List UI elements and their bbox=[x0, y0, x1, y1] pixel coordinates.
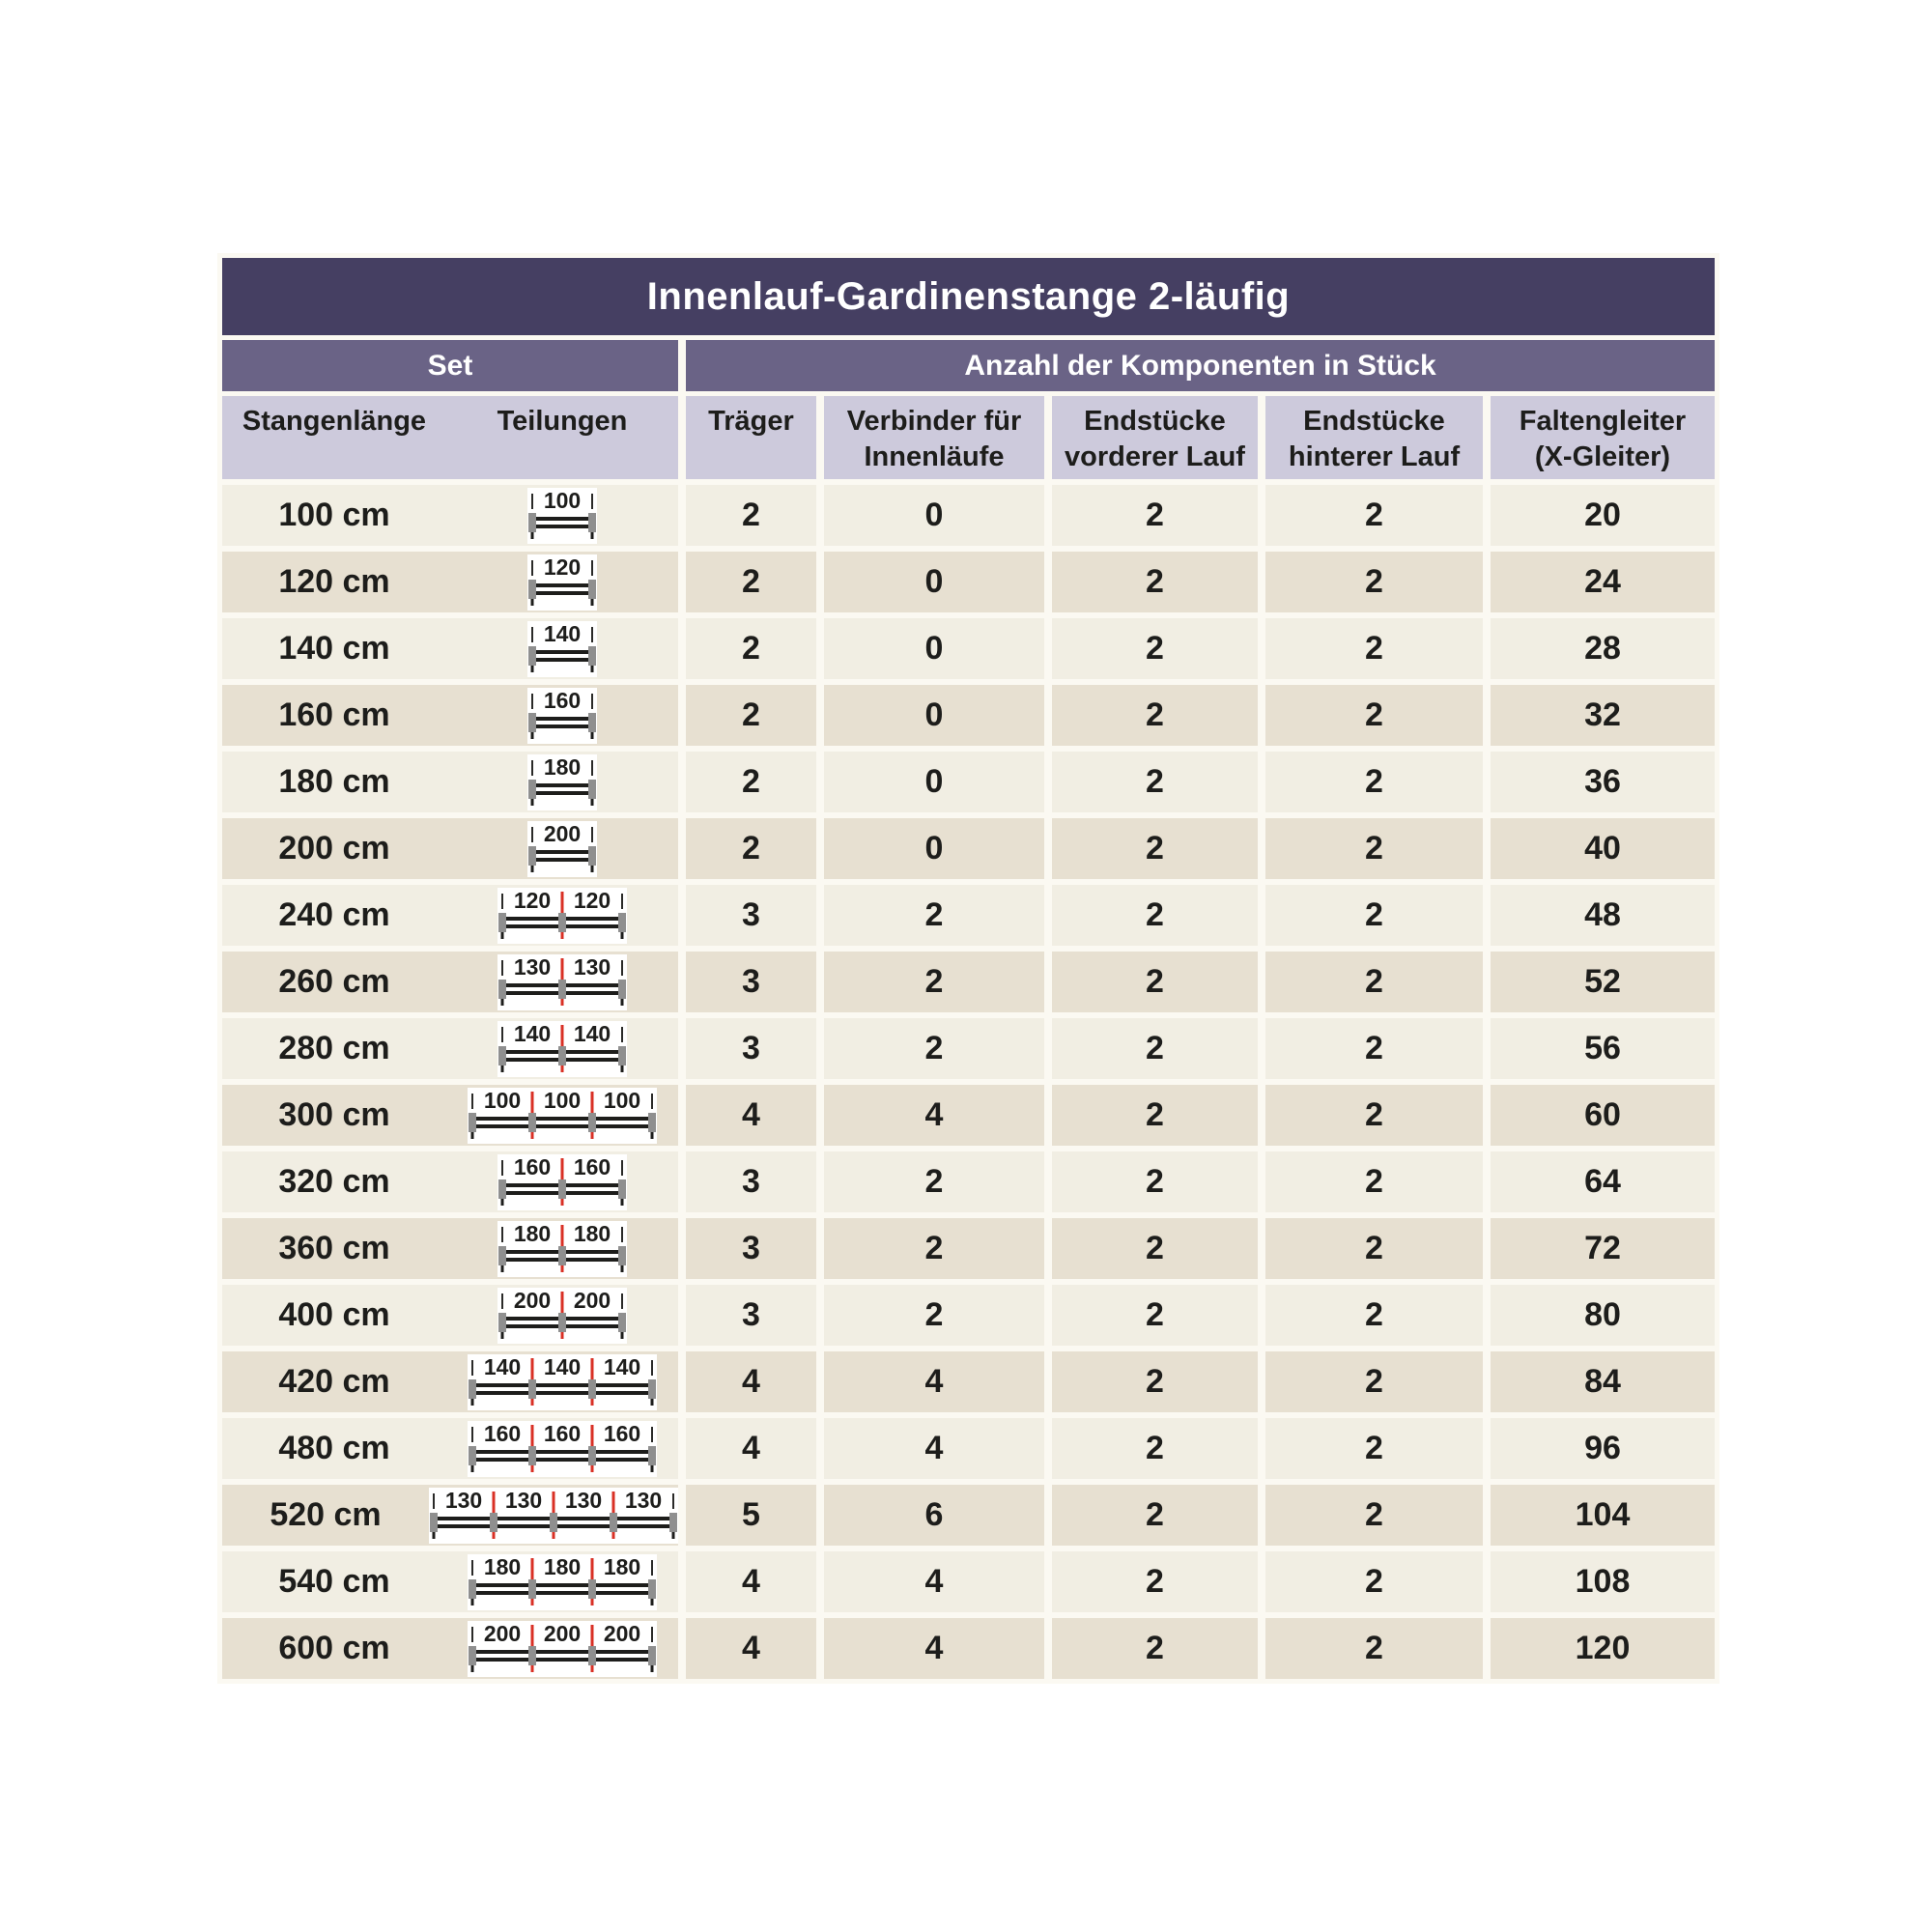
endstuecke-vorderer-value: 2 bbox=[1052, 1085, 1258, 1146]
endstuecke-vorderer-value: 2 bbox=[1052, 818, 1258, 879]
rod-segments-icon bbox=[468, 1088, 657, 1144]
faltengleiter-value: 36 bbox=[1491, 752, 1715, 812]
faltengleiter-value: 84 bbox=[1491, 1351, 1715, 1412]
traeger-value: 4 bbox=[686, 1351, 816, 1412]
svg-text:200: 200 bbox=[603, 1620, 641, 1646]
svg-text:140: 140 bbox=[543, 1353, 582, 1379]
traeger-value: 2 bbox=[686, 552, 816, 612]
rod-segments-icon bbox=[429, 1488, 678, 1544]
column-header-line1: Endstücke bbox=[1303, 406, 1445, 437]
verbinder-value: 4 bbox=[824, 1618, 1044, 1679]
table-body bbox=[222, 485, 1715, 1679]
svg-text:200: 200 bbox=[483, 1620, 522, 1646]
rod-segments-icon bbox=[468, 1621, 657, 1677]
traeger-value: 4 bbox=[686, 1618, 816, 1679]
endstuecke-hinterer-value: 2 bbox=[1265, 885, 1483, 946]
rod-segments-icon bbox=[527, 821, 597, 877]
endstuecke-hinterer-value: 2 bbox=[1265, 818, 1483, 879]
endstuecke-hinterer-value: 2 bbox=[1265, 1618, 1483, 1679]
svg-text:130: 130 bbox=[513, 953, 552, 980]
endstuecke-vorderer-value: 2 bbox=[1052, 752, 1258, 812]
verbinder-value: 2 bbox=[824, 1285, 1044, 1346]
table-row bbox=[222, 1551, 1715, 1612]
faltengleiter-value: 32 bbox=[1491, 685, 1715, 746]
table-row bbox=[222, 1618, 1715, 1679]
table-row bbox=[222, 618, 1715, 679]
column-header-line2: hinterer Lauf bbox=[1288, 441, 1461, 472]
teilungen-diagram bbox=[446, 488, 678, 544]
faltengleiter-value: 48 bbox=[1491, 885, 1715, 946]
stangenlaenge-value: 160 cm bbox=[278, 696, 390, 733]
traeger-value: 3 bbox=[686, 885, 816, 946]
verbinder-value: 2 bbox=[824, 1018, 1044, 1079]
faltengleiter-value: 20 bbox=[1491, 485, 1715, 546]
set-cell bbox=[222, 1018, 678, 1079]
set-cell bbox=[222, 1551, 678, 1612]
column-header-line2: Innenläufe bbox=[864, 441, 1005, 472]
endstuecke-hinterer-value: 2 bbox=[1265, 618, 1483, 679]
endstuecke-hinterer-value: 2 bbox=[1265, 1085, 1483, 1146]
table-title-bar bbox=[222, 258, 1715, 335]
svg-text:100: 100 bbox=[543, 1087, 582, 1113]
faltengleiter-value: 120 bbox=[1491, 1618, 1715, 1679]
table-row bbox=[222, 685, 1715, 746]
teilungen-diagram bbox=[446, 1421, 678, 1477]
svg-text:130: 130 bbox=[573, 953, 611, 980]
table-row bbox=[222, 552, 1715, 612]
endstuecke-vorderer-value: 2 bbox=[1052, 1351, 1258, 1412]
endstuecke-hinterer-value: 2 bbox=[1265, 1351, 1483, 1412]
verbinder-value: 0 bbox=[824, 818, 1044, 879]
set-cell bbox=[222, 885, 678, 946]
traeger-value: 4 bbox=[686, 1418, 816, 1479]
svg-text:130: 130 bbox=[504, 1487, 543, 1513]
verbinder-value: 0 bbox=[824, 485, 1044, 546]
svg-text:100: 100 bbox=[603, 1087, 641, 1113]
svg-text:140: 140 bbox=[603, 1353, 641, 1379]
traeger-value: 3 bbox=[686, 1018, 816, 1079]
teilungen-diagram bbox=[446, 1154, 678, 1210]
svg-text:130: 130 bbox=[564, 1487, 603, 1513]
column-header-traeger bbox=[686, 396, 816, 479]
traeger-value: 3 bbox=[686, 1151, 816, 1212]
teilungen-diagram bbox=[446, 888, 678, 944]
stangenlaenge-value: 320 cm bbox=[278, 1163, 390, 1200]
endstuecke-vorderer-value: 2 bbox=[1052, 1551, 1258, 1612]
verbinder-value: 0 bbox=[824, 552, 1044, 612]
svg-text:180: 180 bbox=[543, 1553, 582, 1579]
rod-segments-icon bbox=[497, 1288, 627, 1344]
faltengleiter-value: 72 bbox=[1491, 1218, 1715, 1279]
svg-text:160: 160 bbox=[603, 1420, 641, 1446]
table-row bbox=[222, 1418, 1715, 1479]
column-header-endstuecke-vorderer bbox=[1052, 396, 1258, 479]
product-table-panel bbox=[217, 253, 1719, 1684]
traeger-value: 5 bbox=[686, 1485, 816, 1546]
verbinder-value: 2 bbox=[824, 1218, 1044, 1279]
set-cell bbox=[222, 1418, 678, 1479]
faltengleiter-value: 24 bbox=[1491, 552, 1715, 612]
faltengleiter-value: 108 bbox=[1491, 1551, 1715, 1612]
stangenlaenge-value: 520 cm bbox=[270, 1496, 382, 1533]
verbinder-value: 2 bbox=[824, 952, 1044, 1012]
teilungen-diagram bbox=[446, 754, 678, 810]
rod-segments-icon bbox=[497, 1221, 627, 1277]
teilungen-diagram bbox=[446, 1354, 678, 1410]
column-header-line2: vorderer Lauf bbox=[1065, 441, 1245, 472]
set-cell bbox=[222, 618, 678, 679]
set-cell bbox=[222, 485, 678, 546]
rod-segments-icon bbox=[497, 888, 627, 944]
column-header-set-cell bbox=[222, 396, 678, 479]
stangenlaenge-value: 240 cm bbox=[278, 896, 390, 933]
table-row bbox=[222, 1085, 1715, 1146]
svg-text:130: 130 bbox=[444, 1487, 483, 1513]
group-header-row bbox=[222, 340, 1715, 391]
stangenlaenge-value: 540 cm bbox=[278, 1563, 390, 1600]
endstuecke-hinterer-value: 2 bbox=[1265, 1018, 1483, 1079]
stangenlaenge-value: 180 cm bbox=[278, 763, 390, 800]
rod-segments-icon bbox=[468, 1554, 657, 1610]
verbinder-value: 2 bbox=[824, 1151, 1044, 1212]
column-header-line1: Verbinder für bbox=[846, 406, 1022, 437]
set-cell bbox=[222, 1218, 678, 1279]
svg-text:130: 130 bbox=[624, 1487, 663, 1513]
teilungen-diagram bbox=[446, 1621, 678, 1677]
stangenlaenge-value: 480 cm bbox=[278, 1430, 390, 1466]
teilungen-diagram bbox=[446, 688, 678, 744]
endstuecke-hinterer-value: 2 bbox=[1265, 685, 1483, 746]
rod-segments-icon bbox=[468, 1421, 657, 1477]
svg-text:180: 180 bbox=[513, 1220, 552, 1246]
stangenlaenge-value: 280 cm bbox=[278, 1030, 390, 1066]
endstuecke-vorderer-value: 2 bbox=[1052, 1218, 1258, 1279]
table-row bbox=[222, 885, 1715, 946]
teilungen-diagram bbox=[446, 1021, 678, 1077]
svg-text:100: 100 bbox=[483, 1087, 522, 1113]
stangenlaenge-value: 300 cm bbox=[278, 1096, 390, 1133]
verbinder-value: 4 bbox=[824, 1551, 1044, 1612]
faltengleiter-value: 28 bbox=[1491, 618, 1715, 679]
teilungen-diagram bbox=[446, 1288, 678, 1344]
svg-text:120: 120 bbox=[513, 887, 552, 913]
table-row bbox=[222, 1018, 1715, 1079]
set-cell bbox=[222, 552, 678, 612]
stangenlaenge-value: 200 cm bbox=[278, 830, 390, 867]
endstuecke-hinterer-value: 2 bbox=[1265, 1418, 1483, 1479]
rod-segments-icon bbox=[527, 554, 597, 611]
column-header-line2: (X-Gleiter) bbox=[1534, 441, 1671, 472]
table-row bbox=[222, 1218, 1715, 1279]
table-row bbox=[222, 752, 1715, 812]
table-row bbox=[222, 818, 1715, 879]
column-header-line1: Endstücke bbox=[1084, 406, 1226, 437]
verbinder-value: 4 bbox=[824, 1418, 1044, 1479]
svg-text:160: 160 bbox=[543, 687, 582, 713]
set-cell bbox=[222, 685, 678, 746]
endstuecke-vorderer-value: 2 bbox=[1052, 1418, 1258, 1479]
svg-text:160: 160 bbox=[543, 1420, 582, 1446]
svg-text:160: 160 bbox=[513, 1153, 552, 1179]
endstuecke-hinterer-value: 2 bbox=[1265, 485, 1483, 546]
stangenlaenge-value: 140 cm bbox=[278, 630, 390, 667]
traeger-value: 3 bbox=[686, 1285, 816, 1346]
set-cell bbox=[222, 1085, 678, 1146]
stangenlaenge-value: 120 cm bbox=[278, 563, 390, 600]
traeger-value: 4 bbox=[686, 1551, 816, 1612]
set-cell bbox=[222, 818, 678, 879]
stangenlaenge-value: 100 cm bbox=[278, 497, 390, 533]
traeger-value: 2 bbox=[686, 618, 816, 679]
rod-segments-icon bbox=[468, 1354, 657, 1410]
endstuecke-vorderer-value: 2 bbox=[1052, 1485, 1258, 1546]
verbinder-value: 0 bbox=[824, 618, 1044, 679]
verbinder-value: 4 bbox=[824, 1351, 1044, 1412]
column-header-endstuecke-hinterer bbox=[1265, 396, 1483, 479]
set-cell bbox=[222, 1485, 678, 1546]
set-cell bbox=[222, 1351, 678, 1412]
stangenlaenge-value: 600 cm bbox=[278, 1630, 390, 1666]
svg-text:140: 140 bbox=[573, 1020, 611, 1046]
svg-text:180: 180 bbox=[543, 753, 582, 780]
traeger-value: 3 bbox=[686, 952, 816, 1012]
group-header-set: Set bbox=[222, 340, 678, 391]
rod-segments-icon bbox=[497, 1154, 627, 1210]
faltengleiter-value: 96 bbox=[1491, 1418, 1715, 1479]
endstuecke-vorderer-value: 2 bbox=[1052, 1618, 1258, 1679]
teilungen-diagram bbox=[446, 1221, 678, 1277]
faltengleiter-value: 64 bbox=[1491, 1151, 1715, 1212]
traeger-value: 4 bbox=[686, 1085, 816, 1146]
column-header-verbinder bbox=[824, 396, 1044, 479]
endstuecke-vorderer-value: 2 bbox=[1052, 885, 1258, 946]
set-cell bbox=[222, 1285, 678, 1346]
faltengleiter-value: 60 bbox=[1491, 1085, 1715, 1146]
endstuecke-vorderer-value: 2 bbox=[1052, 1018, 1258, 1079]
svg-text:200: 200 bbox=[513, 1287, 552, 1313]
verbinder-value: 2 bbox=[824, 885, 1044, 946]
rod-segments-icon bbox=[527, 621, 597, 677]
endstuecke-vorderer-value: 2 bbox=[1052, 1285, 1258, 1346]
column-header-teilungen: Teilungen bbox=[497, 406, 628, 437]
endstuecke-hinterer-value: 2 bbox=[1265, 1218, 1483, 1279]
endstuecke-vorderer-value: 2 bbox=[1052, 552, 1258, 612]
verbinder-value: 6 bbox=[824, 1485, 1044, 1546]
faltengleiter-value: 56 bbox=[1491, 1018, 1715, 1079]
stangenlaenge-value: 260 cm bbox=[278, 963, 390, 1000]
endstuecke-hinterer-value: 2 bbox=[1265, 752, 1483, 812]
svg-text:140: 140 bbox=[543, 620, 582, 646]
group-header-components: Anzahl der Komponenten in Stück bbox=[686, 340, 1715, 391]
faltengleiter-value: 80 bbox=[1491, 1285, 1715, 1346]
endstuecke-vorderer-value: 2 bbox=[1052, 685, 1258, 746]
svg-text:180: 180 bbox=[483, 1553, 522, 1579]
rod-segments-icon bbox=[497, 954, 627, 1010]
faltengleiter-value: 104 bbox=[1491, 1485, 1715, 1546]
set-cell bbox=[222, 1151, 678, 1212]
svg-text:140: 140 bbox=[513, 1020, 552, 1046]
traeger-value: 2 bbox=[686, 685, 816, 746]
set-cell bbox=[222, 752, 678, 812]
teilungen-diagram bbox=[446, 621, 678, 677]
table-row bbox=[222, 485, 1715, 546]
rod-segments-icon bbox=[527, 488, 597, 544]
column-header-faltengleiter bbox=[1491, 396, 1715, 479]
endstuecke-vorderer-value: 2 bbox=[1052, 952, 1258, 1012]
traeger-value: 3 bbox=[686, 1218, 816, 1279]
svg-text:160: 160 bbox=[573, 1153, 611, 1179]
teilungen-diagram bbox=[446, 1554, 678, 1610]
teilungen-diagram bbox=[446, 954, 678, 1010]
svg-text:180: 180 bbox=[573, 1220, 611, 1246]
traeger-value: 2 bbox=[686, 818, 816, 879]
endstuecke-vorderer-value: 2 bbox=[1052, 485, 1258, 546]
teilungen-diagram bbox=[446, 1088, 678, 1144]
verbinder-value: 4 bbox=[824, 1085, 1044, 1146]
teilungen-diagram bbox=[429, 1488, 678, 1544]
table-row bbox=[222, 952, 1715, 1012]
column-header-row bbox=[222, 396, 1715, 479]
endstuecke-hinterer-value: 2 bbox=[1265, 1285, 1483, 1346]
svg-text:120: 120 bbox=[573, 887, 611, 913]
teilungen-diagram bbox=[446, 821, 678, 877]
traeger-value: 2 bbox=[686, 485, 816, 546]
verbinder-value: 0 bbox=[824, 752, 1044, 812]
set-cell bbox=[222, 952, 678, 1012]
table-row bbox=[222, 1285, 1715, 1346]
verbinder-value: 0 bbox=[824, 685, 1044, 746]
table-row bbox=[222, 1351, 1715, 1412]
endstuecke-hinterer-value: 2 bbox=[1265, 1151, 1483, 1212]
column-header-line1: Träger bbox=[708, 406, 794, 437]
rod-segments-icon bbox=[527, 688, 597, 744]
endstuecke-vorderer-value: 2 bbox=[1052, 1151, 1258, 1212]
faltengleiter-value: 40 bbox=[1491, 818, 1715, 879]
svg-text:100: 100 bbox=[543, 487, 582, 513]
svg-text:160: 160 bbox=[483, 1420, 522, 1446]
teilungen-diagram bbox=[446, 554, 678, 611]
stangenlaenge-value: 420 cm bbox=[278, 1363, 390, 1400]
endstuecke-vorderer-value: 2 bbox=[1052, 618, 1258, 679]
svg-text:140: 140 bbox=[483, 1353, 522, 1379]
column-header-stangenlaenge: Stangenlänge bbox=[242, 406, 427, 437]
table-title: Innenlauf-Gardinenstange 2-läufig bbox=[646, 274, 1291, 318]
traeger-value: 2 bbox=[686, 752, 816, 812]
endstuecke-hinterer-value: 2 bbox=[1265, 952, 1483, 1012]
column-header-line1: Faltengleiter bbox=[1519, 406, 1687, 437]
rod-segments-icon bbox=[527, 754, 597, 810]
stangenlaenge-value: 360 cm bbox=[278, 1230, 390, 1266]
table-row bbox=[222, 1151, 1715, 1212]
svg-text:200: 200 bbox=[573, 1287, 611, 1313]
set-cell bbox=[222, 1618, 678, 1679]
table-row bbox=[222, 1485, 1715, 1546]
svg-text:200: 200 bbox=[543, 1620, 582, 1646]
endstuecke-hinterer-value: 2 bbox=[1265, 552, 1483, 612]
rod-segments-icon bbox=[497, 1021, 627, 1077]
faltengleiter-value: 52 bbox=[1491, 952, 1715, 1012]
endstuecke-hinterer-value: 2 bbox=[1265, 1485, 1483, 1546]
svg-text:180: 180 bbox=[603, 1553, 641, 1579]
stangenlaenge-value: 400 cm bbox=[278, 1296, 390, 1333]
svg-text:200: 200 bbox=[543, 820, 582, 846]
endstuecke-hinterer-value: 2 bbox=[1265, 1551, 1483, 1612]
svg-text:120: 120 bbox=[543, 554, 582, 580]
